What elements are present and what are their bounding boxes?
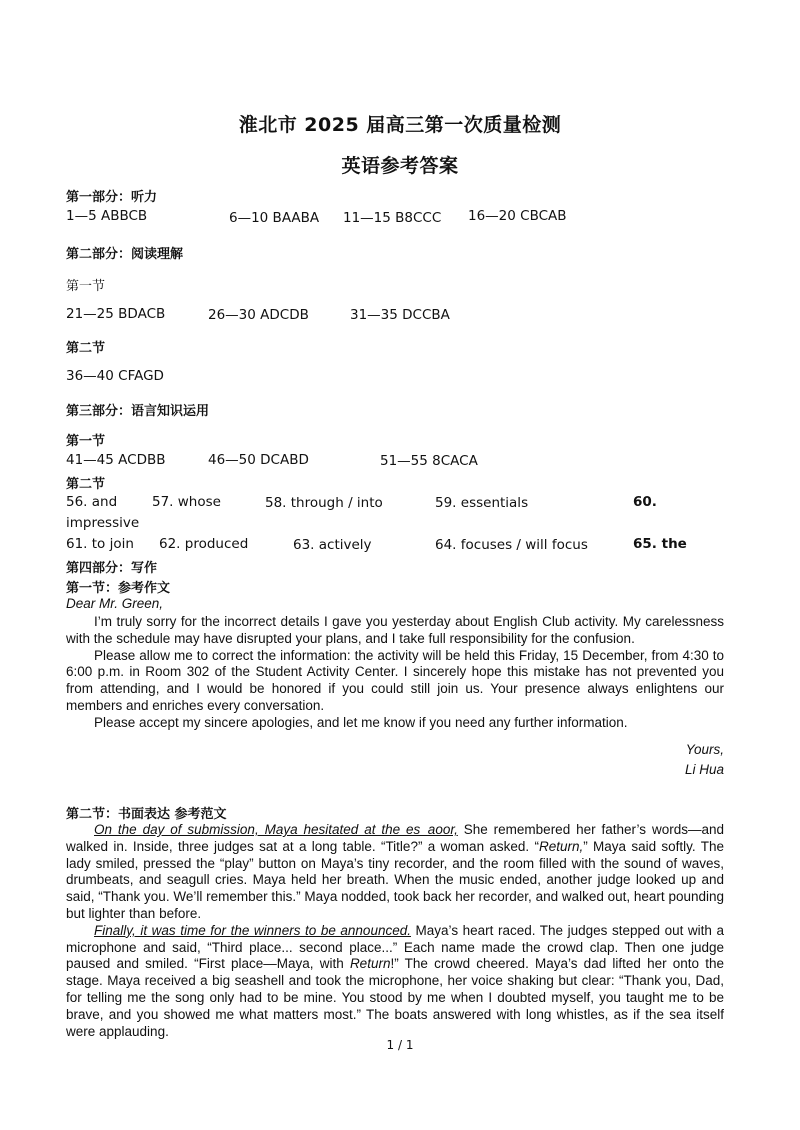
song-title: Return: [349, 956, 391, 972]
part3-section1-label: 第一节: [66, 434, 106, 449]
answer-group: 16—20 CBCAB: [468, 208, 567, 224]
story-body: [66, 822, 724, 1040]
fill-answer: 63. actively: [293, 537, 372, 553]
part4-section2-heading: 第二节：书面表达 参考范文: [66, 807, 227, 822]
part1-heading: 第一部分：听力: [66, 190, 158, 205]
fill-answer: 62. produced: [159, 536, 249, 552]
letter-paragraph: Please accept my sincere apologies, and let me know if you need any further information.: [94, 714, 628, 730]
page-number: 1 / 1: [386, 1038, 414, 1052]
fill-answer: 61. to join: [66, 536, 134, 552]
page-subtitle: 英语参考答案: [341, 155, 459, 177]
fill-answer: 58. through / into: [265, 495, 383, 511]
letter-signature: Li Hua: [684, 762, 724, 777]
answer-group: 31—35 DCCBA: [350, 307, 450, 323]
answer-group: 1—5 ABBCB: [66, 208, 148, 224]
letter-closing: Yours,: [685, 742, 724, 757]
part3-heading: 第三部分：语言知识运用: [66, 404, 210, 419]
answer-group: 46—50 DCABD: [208, 452, 309, 468]
part2-section1-label: 第一节: [66, 279, 106, 294]
part2-section2-label: 第二节: [66, 341, 106, 356]
answer-group: 26—30 ADCDB: [208, 307, 309, 323]
story-lead-sentence: On the day of submission, Maya hesitated at the es_aoor,: [94, 822, 458, 837]
story-paragraph: [66, 923, 724, 1041]
fill-answer: 59. essentials: [435, 495, 529, 511]
answer-group: 21—25 BDACB: [66, 306, 166, 322]
letter-paragraph: Please allow me to correct the information: the activity will be held this Friday, 15 December, from 4:30 to 6:00 p.m. in Room 302 of the Student Activity Center. I sincerely hope this mistake has not prevented you from attending, and I would be honored if you could still join us. Your presence always enlightens our members and enriches every conversation.: [66, 647, 724, 713]
story-text: !” The crowd cheered. Maya’s dad lifted her onto the stage. Maya received a big seashell and took the microphone, her voice shaking but clear: “Thank you, Dad, for telling me the song only had to be mine. You stood by me when I doubted myself, you taught me to be brave, and you showed me what matters most.” The boats answered with long whistles, as if the sea itself were applauding.: [66, 956, 724, 1039]
letter-paragraph: I’m truly sorry for the incorrect details I gave you yesterday about English Club activity. My carelessness with the schedule may have disrupted your plans, and I take full responsibility for the confusion.: [66, 614, 724, 646]
story-text: Maya’s heart raced. The judges stepped out with a microphone and said, “Third place... second place...” Each name made the crowd clap. Then one judge paused and smiled. “First place—Maya, with: [66, 922, 724, 972]
story-text: She remembered her father’s words—and walked in. Inside, three judges sat at a long table. “Title?” a woman asked. “: [66, 822, 724, 854]
song-title: Return,: [538, 838, 584, 854]
story-text: ” Maya said softly. The lady smiled, pressed the “play” button on Maya’s tiny recorder, and the room filled with the sound of waves, drumbeats, and seagull cries. Maya held her breath. When the music ended, another judge looked up and said, “Thank you. We’ll remember this.” Maya nodded, took back her recorder, and walked out, heart pounding but lighter than before.: [66, 838, 724, 921]
part2-heading: 第二部分：阅读理解: [66, 247, 184, 262]
letter-salutation: Dear Mr. Green,: [66, 596, 164, 611]
answer-group: 41—45 ACDBB: [66, 452, 166, 468]
answer-group: 51—55 8CACA: [380, 453, 478, 469]
story-lead-sentence: Finally, it was time for the winners to be announced.: [94, 922, 411, 938]
answer-group: 36—40 CFAGD: [66, 368, 164, 384]
fill-answer: 57. whose: [152, 494, 221, 510]
part4-section1-heading: 第一节：参考作文: [66, 581, 171, 596]
letter-body: [66, 614, 724, 732]
story-paragraph: [66, 822, 724, 923]
part4-heading: 第四部分：写作: [66, 561, 158, 576]
answer-group: 11—15 B8CCC: [343, 210, 442, 226]
answer-group: 6—10 BAABA: [229, 210, 320, 226]
fill-answer: 60.: [633, 494, 657, 510]
page-title: 淮北市 2025 届高三第一次质量检测: [238, 114, 562, 136]
part3-section2-label: 第二节: [66, 477, 106, 492]
fill-answer: 65. the: [633, 536, 687, 552]
fill-answer: 56. and: [66, 494, 118, 510]
fill-answer: 64. focuses / will focus: [435, 537, 588, 553]
fill-answer-wrap: impressive: [66, 515, 140, 531]
